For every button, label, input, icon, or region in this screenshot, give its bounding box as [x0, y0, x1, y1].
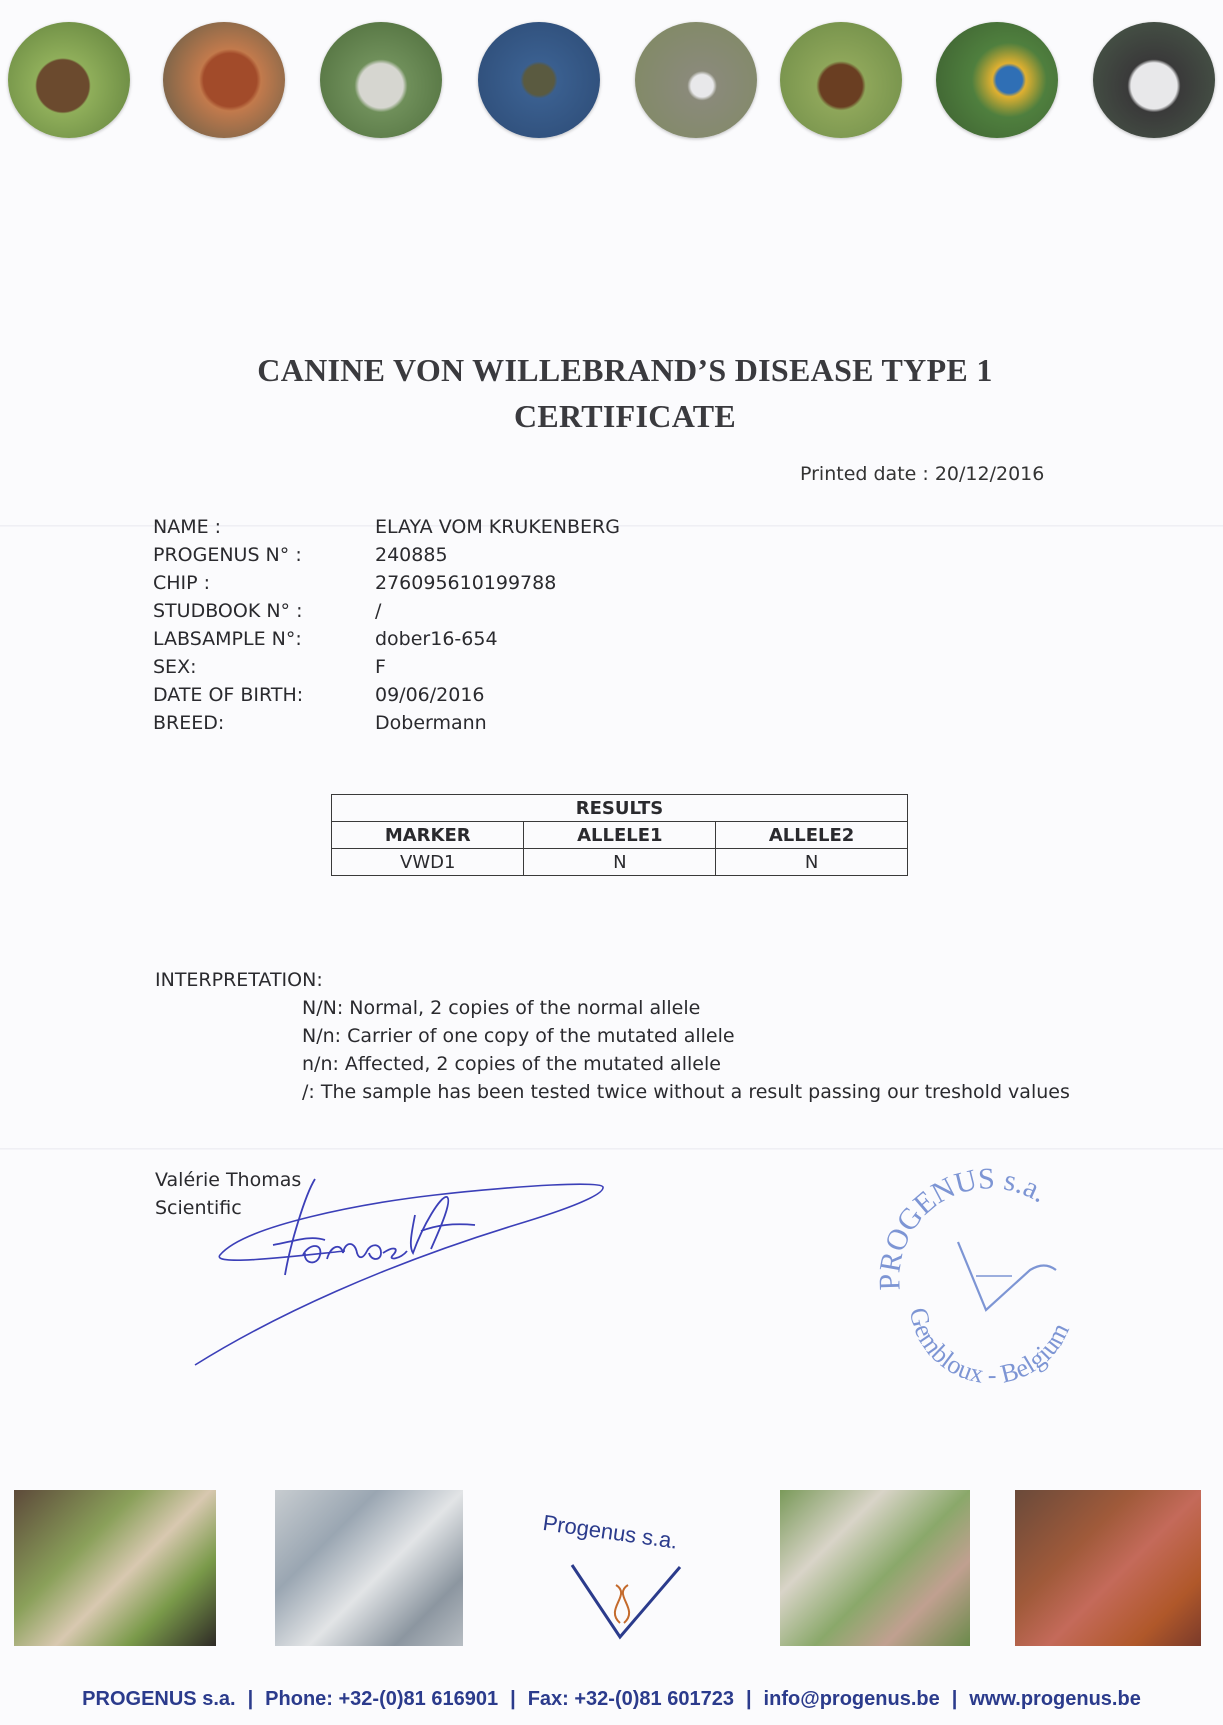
- info-label: SEX:: [153, 656, 197, 678]
- logo-text: Progenus s.a.: [541, 1510, 680, 1554]
- info-label: PROGENUS N° :: [153, 544, 302, 566]
- parrot-photo: [936, 22, 1058, 138]
- horse-photo: [780, 22, 902, 138]
- marker-cell: VWD1: [332, 849, 524, 876]
- info-value: ELAYA VOM KRUKENBERG: [375, 516, 620, 538]
- info-value: Dobermann: [375, 712, 487, 734]
- dog-photo: [8, 22, 130, 138]
- lab-equipment-photo: [275, 1490, 463, 1646]
- printed-date-value: 20/12/2016: [934, 463, 1045, 485]
- info-value: dober16-654: [375, 628, 498, 650]
- duck-photo: [478, 22, 600, 138]
- printed-date: [800, 463, 1061, 485]
- results-table: [331, 794, 908, 876]
- animal-photo-strip: [0, 0, 1223, 150]
- meat-products-photo: [1015, 1490, 1201, 1646]
- interpretation-line: N/N: Normal, 2 copies of the normal allele: [302, 997, 701, 1019]
- info-value: /: [375, 600, 382, 622]
- footer-email[interactable]: info@progenus.be: [763, 1688, 940, 1710]
- info-label: STUDBOOK N° :: [153, 600, 303, 622]
- certificate-subtitle: CERTIFICATE: [513, 398, 737, 434]
- column-header: ALLELE1: [524, 822, 716, 849]
- signatory-name: Valérie Thomas: [155, 1169, 302, 1191]
- footer-company: PROGENUS s.a.: [82, 1688, 236, 1710]
- table-row: [332, 849, 908, 876]
- livestock-photo: [14, 1490, 216, 1646]
- sheep-photo: [320, 22, 442, 138]
- farm-animals-photo: [780, 1490, 970, 1646]
- signatory-role: Scientific: [155, 1197, 242, 1219]
- progenus-logo: [532, 1505, 712, 1645]
- stamp-bottom-text: Gembloux - Belgium: [903, 1304, 1075, 1390]
- column-header: MARKER: [332, 822, 524, 849]
- allele2-cell: N: [716, 849, 908, 876]
- stamp-top-text: PROGENUS s.a.: [873, 1162, 1054, 1291]
- footer-fax: Fax: +32-(0)81 601723: [527, 1688, 734, 1710]
- info-label: LABSAMPLE N°:: [153, 628, 302, 650]
- interpretation-title: INTERPRETATION:: [155, 969, 323, 991]
- chicken-photo: [163, 22, 285, 138]
- info-label: CHIP :: [153, 572, 211, 594]
- interpretation-line: N/n: Carrier of one copy of the mutated allele: [302, 1025, 735, 1047]
- company-stamp: [870, 1160, 1100, 1400]
- info-label: BREED:: [153, 712, 225, 734]
- results-title: RESULTS: [332, 795, 908, 822]
- interpretation-line: /: The sample has been tested twice without a result passing our treshold values: [302, 1081, 1070, 1103]
- footer-contact: PROGENUS s.a. | Phone: +32-(0)81 616901 | Fax: +32-(0)81 601723 | info@progenus.be | www.progenus.be: [82, 1688, 1141, 1710]
- interpretation: [155, 969, 1070, 1109]
- info-label: DATE OF BIRTH:: [153, 684, 304, 706]
- info-value: F: [375, 656, 386, 678]
- info-value: 09/06/2016: [375, 684, 485, 706]
- handwritten-signature: [185, 1155, 625, 1375]
- allele1-cell: N: [524, 849, 716, 876]
- printed-date-label: Printed date :: [800, 463, 935, 485]
- info-value: 276095610199788: [375, 572, 557, 594]
- certificate-title: CANINE VON WILLEBRAND’S DISEASE TYPE 1: [257, 352, 993, 388]
- footer-website[interactable]: www.progenus.be: [969, 1688, 1141, 1710]
- info-label: NAME :: [153, 516, 222, 538]
- goat-photo: [1093, 22, 1215, 138]
- info-value: 240885: [375, 544, 448, 566]
- interpretation-line: n/n: Affected, 2 copies of the mutated allele: [302, 1053, 721, 1075]
- bird-photo: [635, 22, 757, 138]
- footer-phone: Phone: +32-(0)81 616901: [265, 1688, 499, 1710]
- column-header: ALLELE2: [716, 822, 908, 849]
